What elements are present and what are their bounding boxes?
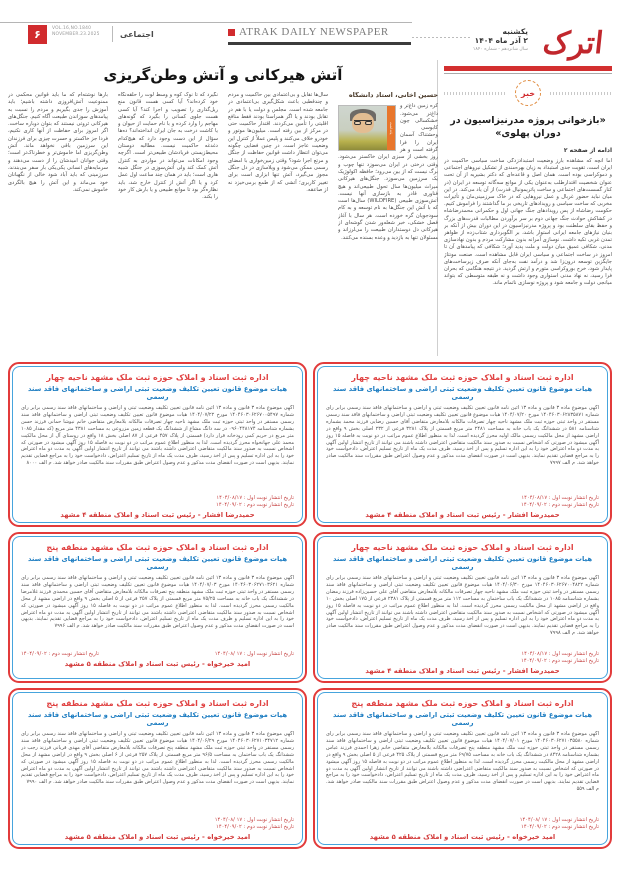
publish-date-1: تاریخ انتشار نوبت اول : ۱۴۰۴/۰۸/۱۷ (216, 495, 294, 501)
volume-line: VOL.16,NO.1840 (52, 26, 92, 31)
publish-date-2: تاریخ انتشار نوبت دوم : ۱۴۰۴/۰۹/۰۲ (521, 824, 599, 830)
notice-title: اداره ثبت اسناد و املاک حوزه ثبت ملک مشهد منطقه پنج (46, 543, 269, 552)
publish-date-1: تاریخ انتشار نوبت اول : ۱۴۰۴/۰۸/۱۷ (521, 495, 599, 501)
sidebar-article-title: «بازخوانی پروژه مدرنیزاسیون در دوران پهلوی» (450, 115, 606, 139)
notice-title: اداره ثبت اسناد و املاک حوزه ثبت ملک مشهد ناحیه چهار (351, 373, 574, 382)
publish-date-1: تاریخ انتشار نوبت اول : ۱۷ /۱۴۰۴/۰۸ (214, 817, 294, 823)
notice-dates (326, 651, 599, 665)
article-column-1-text: کره زمین داغ‌تر و داغ‌تر می‌شود. خشکسالی چون کابوسی وحشتناک آسمان ایران را فرا گرفته است و هر روز بخشی از سبزی ایران خاکستر می‌شود. وقتی درختی در ایران می‌سوزد تنها چوب و برگ نیست که از بین می‌رود؛ حافظه اکولوژیک یک سرزمین می‌سوزد. جنگل‌های هیرکانی میراث میلیون‌ها سال تحول طبیعی‌اند و هیچ فناوری قادر به بازسازی آنها نیست. آتش‌سوزی طبیعی (WILDFIRE) سال‌ها است که با آتش این جنگل‌ها به نام توسعه و به کام سودجویان گره خورده است. هر سال با آغاز فصل خشکی، خبر شعله‌ور شدن گوشه‌ای از هیرکانی دل دوستداران طبیعت را می‌لرزاند و مسئولان تنها به بازدید و وعده بسنده می‌کنند. (338, 103, 438, 241)
notice-title: اداره ثبت اسناد و املاک حوزه ثبت ملک مشهد منطقه پنج (351, 699, 574, 708)
notice-dates (21, 495, 294, 509)
publish-date-2: تاریخ انتشار نوبت دوم : ۱۴۰۴/۰۹/۰۲ (216, 824, 294, 830)
publish-date-1: تاریخ انتشار نوبت اول : ۱۴۰۴/۰۸/۱۷ (521, 651, 599, 657)
notice-subtitle: هیات موضوع قانون تعیین تکلیف وضعیت ثبتی اراضی و ساختمانهای فاقد سند رسمی (332, 385, 593, 401)
publish-date-1: تاریخ انتشار نوبت اول : ۱۷ /۱۴۰۴/۰۸ (519, 817, 599, 823)
page-number: ۶ (34, 28, 41, 41)
notice-dates (21, 651, 294, 658)
notice-signature: حمیدرضا افشار - رئیس ثبت اسناد و املاک منطقه ۴ مشهد (60, 511, 255, 519)
main-article-columns (8, 92, 438, 356)
volume-info (52, 26, 100, 37)
page-number-badge (28, 25, 47, 44)
article-column-3-text: نگیرد که تا نوک کوه و وسط لوت را حلقه‌نگاه خود کرده‌اند؟ آیا کسی هست قانون منع ریل‌گذاری را تصویب و اجرا کند؟ آیا کسی هست جلوی کسانی را بگیرد که گونه‌های مهاجم را وارد کرده و با نام حمایت از حیوان و یا کاشت درخت به جان ایران انداخته‌اند؟ ده‌ها سؤال از این دست وجود دارد که هیچ‌کدام دغدغه حاکمیت نیست. مطالبه دوستان محیط‌زیستی فریادشان طبیعی‌تر است. اگرچه وجود امکانات می‌تواند در مواردی به کنترل آتش کمک کند ولی آتش‌سوزی در جنگل شبیه هاری است؛ باید در همان چند ساعت اول عمل کرد و یا اگر آتش از کنترل خارج شد، باید نظاره‌گر بود تا موانع طبیعی و یا بارش کار خود را بکند. (118, 92, 218, 201)
notice-body: آگهی موضوع ماده ۳ قانون و ماده ۱۳ آئین نامه قانون تعیین تکلیف وضعیت ثبتی و اراضی و ساختمانهای فاقد سند رسمی برابر رای شماره ۱۴۰۴۶۰۳۰۶۲۶۷۰۰۴۸۲۲ مورخ ۱۴۰۴/۰۶/۳۰ هیات موضوع قانون تعیین تکلیف وضعیت ثبتی اراضی و ساختمانهای فاقد سند رسمی مستقر در واحد ثبتی حوزه ثبت ملک مشهد ناحیه چهار تصرفات مالکانه بلامعارض متقاضی آقای علی حسین‌زاده فرزند رمضان بشماره شناسنامه ۱۰۸۵ در ششدانگ یک باب ساختمان به مساحت ۱۱۲ متر مربع قسمتی از پلاک ۲۳۸۱ فرعی از ۱۷۵ اصلی بخش ۱۰ واقع در اراضی مشهد از محل مالکیت رسمی محرز گردیده است. لذا به منظور اطلاع عموم مراتب در دو نوبت به فاصله ۱۵ روز آگهی میشود در صورتی که اشخاص نسبت به صدور سند مالکیت متقاضی اعتراضی داشته باشند می توانند از تاریخ انتشار اولین آگهی به مدت دو ماه اعتراض خود را به این اداره تسلیم و پس از اخذ رسید، ظرف مدت یک ماه از تاریخ تسلیم اعتراض، دادخواست خود را به مراجع قضایی تقدیم نمایند. بدیهی است در صورت انقضای مدت مذکور و عدم وصول اعتراض طبق مقررات سند مالکیت صادر خواهد شد. م الف ۷۹۹۸ (326, 575, 599, 637)
notice-title: اداره ثبت اسناد و املاک حوزه ثبت ملک مشهد منطقه پنج (46, 699, 269, 708)
article-column-2-text: سال‌ها تقابل و بی‌اعتمادی بین حاکمیت و مردم و چندقطبی باعث شکل‌گیری بی‌اعتمادی در جامعه شده است. مجلس و دولت یا با هم در تقابل بودند و یا اگر همراستا بودند فقط منافع اقلیتی را تأمین می‌کردند. اقتدار حاکمیت حتی در مرکز از بین رفته است. میلیون‌ها موتور و خودرو خلاف می‌کنند و پلیس عملاً از کنترل این وضعیت عاجز است. در چنین فضایی چگونه می‌توان انتظار داشت قوانین حفاظت از جنگل و مرتع اجرا شود؟ وقتی زمین‌خواری با امضای رسمی ممکن می‌شود و ویلاسازی در دل جنگل مجوز می‌گیرد، آتش تنها ابزاری است برای تغییر کاربری؛ آتشی که از طمع برمی‌خیزد نه از صاعقه. (228, 92, 328, 193)
article-column-3 (118, 92, 218, 356)
dotted-rule-right (550, 92, 612, 95)
notice-signature: حمیدرضا افشار - رئیس ثبت اسناد و املاک منطقه ۴ مشهد (365, 667, 560, 675)
publish-date-2: تاریخ انتشار نوبت دوم : ۱۴۰۴/۰۹/۰۲ (21, 651, 99, 657)
dotted-rule-left (444, 92, 506, 95)
notice-title: اداره ثبت اسناد و املاک حوزه ثبت ملک مشهد ناحیه چهار (46, 373, 269, 382)
article-column-1 (338, 92, 438, 356)
publish-date-2: تاریخ انتشار نوبت دوم : ۱۴۰۴/۰۹/۰۲ (521, 658, 599, 664)
article-column-2 (228, 92, 328, 356)
author-photo (338, 105, 396, 151)
sidebar-red-bar (444, 66, 612, 71)
sidebar-article-body: اما آنچه که مشاهده بارز وضعیت استبدادزدگی ساخت سیاسی حاکمیت در ایران است، تقویت جدی استبداد به زیان بهره‌مندی از تشکیل نیروهای اجتماعی و دموکراسی بوده است. همان اصل و قاعده‌ای که دکتر بشیریه از آن تحت عنوان شخصیت اقتدارطلب به‌عنوان یکی از موانع سه‌گانه توسعه در ایران (در کنار گسست‌های اجتماعی و ساخت پاتریمونیال قدرت) از آن یاد می‌کند. در این میان نباید حضور غربال و عمل نیروهایی که در خاک سرزمینی‌مان و تأثیرات مخربی که ساخت سیاسی و رویدادهای تاریخی بر ما گذاشتند را فراموش کنیم. حکومت رضاشاه از پس رویدادهای جنگ جهانی اول و حکمرانی محمدرضاشاه در کشاکش حوادث جنگ جهانی دوم بر سر برآوردن مطالبات قدرت‌های بزرگ و حفظ بقای سلطنت بود و پروژه مدرنیزاسیون در این دوران بیش از آنکه بر بنیان نیازهای جامعه ایرانی استوار باشد، بر الگوبرداری شتاب‌زده از ظواهر تمدن غربی تکیه داشت. نوسازی آمرانه بدون مشارکت مردم و بدون نهادسازی مدنی، شکافی عمیق میان دولت و ملت پدید آورد؛ شکافی که پیامدهای آن تا امروز در ساخت اجتماعی و سیاسی ایران قابل مشاهده است. صنعت مونتاژ جایگزین توسعه درون‌زا شد و درآمد نفت به‌جای آنکه صرف زیرساخت‌های پایدار شود، خرج بوروکراسی متورم و ارتش گردید. در نتیجه هنگامی که بحران فرا رسید، نه نهاد مدنی استواری وجود داشت و نه طبقه متوسطی که بتواند میانجی دولت و جامعه شود و پروژه نوسازی ناتمام ماند. (444, 158, 612, 287)
notice-subtitle: هیات موضوع قانون تعیین تکلیف وضعیت ثبتی اراضی و ساختمانهای فاقد سند رسمی (27, 555, 288, 571)
notice-signature: حمیدرضا افشار - رئیس ثبت اسناد و املاک منطقه ۴ مشهد (365, 511, 560, 519)
news-section-badge (515, 80, 541, 106)
news-badge-label: خبر (520, 88, 535, 98)
notice-title: اداره ثبت اسناد و املاک حوزه ثبت ملک مشهد ناحیه چهار (351, 543, 574, 552)
publish-date-2: تاریخ انتشار نوبت دوم : ۱۴۰۴/۰۹/۰۲ (216, 502, 294, 508)
notice-body: آگهی موضوع ماده ۳ قانون و ماده ۱۳ آئین نامه قانون تعیین تکلیف وضعیت ثبتی و اراضی و ساختمانهای فاقد سند رسمی برابر رای شماره ۱۴۰۴۶۰۳۰۶۲۸۳۵۸۷۱ مورخ ۱۴۰۴/۰۷/۲۰ هیات موضوع قانون تعیین تکلیف وضعیت ثبتی اراضی و ساختمانهای فاقد سند رسمی مستقر در واحد ثبتی حوزه ثبت ملک مشهد ناحیه چهار تصرفات مالکانه بلامعارض متقاضی آقای حسین رضایی فرزند محمد بشماره شناسنامه ۵۸۱ در ششدانگ یک باب خانه به مساحت ۲۴۸۱ متر مربع قسمتی از پلاک ۳۲۸۱ فرعی از ۲۳۲ اصلی بخش ۹ واقع در اراضی مشهد از محل مالکیت رسمی مالک اولیه محرز گردیده است. لذا به منظور اطلاع عموم مراتب در دو نوبت به فاصله ۱۵ روز آگهی میشود در صورتی که اشخاص نسبت به صدور سند مالکیت متقاضی اعتراضی داشته باشند می توانند از تاریخ انتشار اولین آگهی به مدت دو ماه اعتراض خود را به این اداره تسلیم و پس از اخذ رسید، ظرف مدت یک ماه از تاریخ تسلیم اعتراض، دادخواست خود را به مراجع قضایی تقدیم نمایند. بدیهی است در صورت انقضای مدت مذکور و عدم وصول اعتراض طبق مقررات سند مالکیت صادر خواهد شد. م الف ۷۹۹۷ (326, 405, 599, 467)
notice-dates (326, 817, 599, 831)
masthead-title: ATRAK DAILY NEWSPAPER (239, 26, 389, 38)
continued-from-label: ادامه از صفحه ۲ (563, 147, 612, 154)
notice-body: آگهی موضوع ماده ۳ قانون و ماده ۱۳ آئین نامه قانون تعیین تکلیف وضعیت ثبتی و اراضی و ساختمانهای فاقد سند رسمی برابر رای شماره ۱۴۰۴۶۰۳۰۶۲۷۱۰۳۵۵۸۰ مورخ ۱۴۰۴/۰۷/۰۱ هیات موضوع قانون تعیین تکلیف وضعیت ثبتی اراضی و ساختمانهای فاقد سند رسمی مستقر در واحد ثبتی حوزه ثبت ملک مشهد منطقه پنج تصرفات مالکانه بلامعارض متقاضی خانم زهرا احمدی فرزند عباس بشماره شناسنامه ۸۴۲۸ در ششدانگ یک باب خانه به مساحت ۶۹/۷۵ متر مربع قسمتی از پلاک ۴۲۵ فرعی از ۵ اصلی بخش ۹ واقع در اراضی مشهد از محل مالکیت رسمی محرز گردیده است. لذا به منظور اطلاع عموم مراتب در دو نوبت به فاصله ۱۵ روز آگهی میشود در صورتی که اشخاص نسبت به صدور سند مالکیت متقاضی اعتراضی داشته باشند می توانند از تاریخ انتشار اولین آگهی به مدت دو ماه اعتراض خود را به این اداره تسلیم و پس از اخذ رسید، ظرف مدت یک ماه از تاریخ تسلیم اعتراض، دادخواست خود را به مراجع قضایی تقدیم نمایند. بدیهی است در صورت انقضای مدت مذکور و عدم وصول اعتراض طبق مقررات سند مالکیت صادر خواهد شد. م الف ۵۵۹ (326, 731, 599, 793)
issue-date-block (473, 27, 528, 52)
legal-notices-grid (8, 362, 612, 854)
weekday: یکشنبه (502, 27, 528, 36)
notice-signature: امید خیرخواه - رئیس ثبت اسناد و املاک منطقه ۵ مشهد (369, 833, 556, 841)
article-column-4-text: بارها نوشته‌ام که ما باید قوانین محکمی در ممنوعیت آتش‌افروزی داشته باشیم؛ باید آموزش را جدی بگیریم و مردم را نسبت به پیامدهای سوزاندن طبیعت آگاه کنیم. جنگل‌های هیرکانی ثروتی نیستند که بتوان دوباره ساخت. اگر امروز برای حفاظت از آنها کاری نکنیم، فردا جز خاکستر و حسرت چیزی برای فرزندان این سرزمین باقی نخواهد ماند. آتش وطن‌گریزی اما خاموش‌تر و خطرناک‌تر است؛ وقتی جوانان امیدشان را از دست می‌دهند و سرمایه‌های انسانی یکی‌یکی بار سفر می‌بندند، سرزمینی که باید آباد شود خالی از نگهبانان خود می‌ماند و این آتش را هیچ بالگردی خاموش نمی‌کند. (8, 92, 108, 193)
newspaper-logo (534, 24, 612, 68)
author-portrait (339, 106, 387, 150)
section-label: اجتماعی (112, 26, 154, 42)
masthead-bullet-icon (228, 29, 235, 36)
notice-subtitle: هیات موضوع قانون تعیین تکلیف وضعیت ثبتی اراضی و ساختمانهای فاقد سند رسمی (27, 385, 288, 401)
date-line-en: NOVEMBER.23.2025 (52, 31, 100, 37)
issue-date: ۲ آذر ماه ۱۴۰۴ (474, 36, 528, 45)
logo-wordmark: اترک (541, 26, 605, 61)
publish-date-1: تاریخ انتشار نوبت اول : ۱۷ /۱۴۰۴/۰۸ (214, 651, 294, 657)
article-column-4 (8, 92, 108, 356)
header-rule (0, 22, 412, 23)
notice-body: آگهی موضوع ماده ۳ قانون و ماده ۱۳ آئین نامه قانون تعیین تکلیف وضعیت ثبتی و اراضی و ساختمانهای فاقد سند رسمی برابر رای شماره ۱۴۰۴۶۰۳۰۶۲۷۱۰۳۶۲۱ مورخ ۱۴۰۴/۰۷/۰۳ هیات موضوع قانون تعیین تکلیف وضعیت ثبتی اراضی و ساختمانهای فاقد سند رسمی مستقر در واحد ثبتی حوزه ثبت ملک مشهد منطقه پنج تصرفات مالکانه بلامعارض متقاضی آقای حسین محمدی فرزند غلامرضا در ششدانگ یک باب خانه به مساحت ۷۵/۲۵ متر مربع قسمتی از پلاک ۲۵۷ فرعی از ۵ اصلی بخش ۹ واقع در اراضی مشهد از محل مالکیت رسمی محرز گردیده است. لذا به منظور اطلاع عموم مراتب در دو نوبت به فاصله ۱۵ روز آگهی میشود در صورتی که اشخاص نسبت به صدور سند مالکیت متقاضی اعتراضی داشته باشند می توانند از تاریخ انتشار اولین آگهی به مدت دو ماه اعتراض خود را به این اداره تسلیم و ظرف مدت یک ماه از تاریخ تسلیم اعتراض، دادخواست خود را به مراجع قضایی تقدیم نمایند. بدیهی است در صورت انقضای مدت مذکور و عدم وصول اعتراض طبق مقررات سند مالکیت صادر خواهد شد. م الف ۷۹۹۶ (21, 575, 294, 630)
issue-number: سال شانزدهم - شماره ۱۸۴۰ (472, 47, 528, 52)
notice-box-6 (8, 688, 307, 849)
date-dotted-rule (412, 37, 470, 38)
news-sidebar (444, 66, 612, 370)
sidebar-gray-rule (444, 73, 612, 74)
masthead-underline (228, 42, 411, 45)
notice-box-3 (313, 532, 612, 683)
notice-subtitle: هیات موضوع قانون تعیین تکلیف وضعیت ثبتی اراضی و ساختمانهای فاقد سند رسمی (332, 555, 593, 571)
notice-body: آگهی موضوع ماده ۳ قانون و ماده ۱۳ آئین نامه قانون تعیین تکلیف وضعیت ثبتی و اراضی و ساختمانهای فاقد سند رسمی برابر رای شماره ۱۴۰۴۶۰۳۰۶۲۷۱۰۳۴۷۱۲ مورخ ۱۴۰۴/۰۶/۲۹ هیات موضوع قانون تعیین تکلیف وضعیت ثبتی اراضی و ساختمانهای فاقد سند رسمی مستقر در واحد ثبتی حوزه ثبت ملک مشهد منطقه پنج تصرفات مالکانه بلامعارض متقاضی آقای مهدی قربانی فرزند رجب در ششدانگ یک باب ساختمان به مساحت ۹۶/۵ متر مربع قسمتی از پلاک ۲۵۷ فرعی از ۶ اصلی بخش ۹ واقع در اراضی مشهد از محل مالکیت رسمی محرز گردیده است. لذا به منظور اطلاع عموم مراتب در دو نوبت به فاصله ۱۵ روز آگهی میشود در صورتی که اشخاص نسبت به صدور سند مالکیت متقاضی اعتراضی داشته باشند می توانند از تاریخ انتشار اولین آگهی به مدت دو ماه اعتراض خود را به این اداره تسلیم و پس از اخذ رسید، ظرف مدت یک ماه از تاریخ تسلیم اعتراض، دادخواست خود را به مراجع قضایی تقدیم نمایند. بدیهی است در صورت انقضای مدت مذکور و عدم وصول اعتراض طبق مقررات سند مالکیت صادر خواهد شد. م الف ۷۹۹۰ (21, 731, 294, 786)
notice-box-2 (8, 362, 307, 527)
notice-dates (21, 817, 294, 831)
glasses-icon (354, 120, 372, 124)
notice-signature: امید خیرخواه - رئیس ثبت اسناد و املاک منطقه ۵ مشهد (64, 833, 251, 841)
photo-tag-ribbon: یادداشت (387, 106, 395, 150)
notice-box-1 (313, 362, 612, 527)
author-byline: حسین آخانی، استاد دانشگاه (348, 92, 438, 99)
news-badge-row (444, 80, 612, 106)
masthead (228, 26, 410, 38)
notice-box-4 (8, 532, 307, 683)
notice-box-5 (313, 688, 612, 849)
publish-date-2: تاریخ انتشار نوبت دوم : ۱۴۰۴/۰۹/۰۲ (521, 502, 599, 508)
main-article-title: آتش هیرکانی و آتش وطن‌گریزی (103, 66, 343, 84)
notice-subtitle: هیات موضوع قانون تعیین تکلیف وضعیت ثبتی اراضی و ساختمانهای فاقد سند رسمی (27, 711, 288, 727)
notice-dates (326, 495, 599, 509)
notice-signature: امید خیرخواه - رئیس ثبت اسناد و املاک منطقه ۵ مشهد (64, 660, 251, 668)
notice-body: آگهی موضوع ماده ۳ قانون و ماده ۱۳ آئین نامه قانون تعیین تکلیف وضعیت ثبتی و اراضی و ساختمانهای فاقد سند رسمی برابر رای شماره ۱۴۰۴۶۰۳۰۶۲۶۷۰۰۵۴۹۷ مورخ ۱۴۰۴/۰۷/۲۲ هیات موضوع قانون تعیین تکلیف وضعیت ثبتی اراضی و ساختمانهای فاقد سند رسمی مستقر در واحد ثبتی حوزه ثبت ملک مشهد ناحیه چهار تصرفات مالکانه بلامعارض متقاضی خانم نیوشا حمانی فرزند حسن بشماره شناسنامه ۰۹۶۰۴۴۸۱۷۴ در سه دانگ مشاع از ششدانگ یک قطعه زمین مزروعی به مساحت ۴۳۸۱ متر مربع (که مقدار ۱۰۸۵ متر مربع در حریم کمی رودخانه قرار دارد) قسمتی از پلاک ۴۵۷ فرعی از ۸۷ اصلی بخش ۱۸ واقع در روستای آل از محل مالکیت محمد علی جهانخواه محرز گردیده است. لذا به منظور اطلاع عموم مراتب در دو نوبت به فاصله ۱۵ روز آگهی میشود در صورتی که اشخاص نسبت به صدور سند مالکیت متقاضی اعتراضی داشته باشند می توانند از تاریخ انتشار اولین آگهی به مدت دو ماه اعتراض خود را به این اداره تسلیم و پس از اخذ رسید، ظرف مدت یک ماه از تاریخ تسلیم اعتراض، دادخواست خود را به مراجع قضایی تقدیم نمایند. بدیهی است در صورت انقضای مدت مذکور و عدم وصول اعتراض طبق مقررات سند مالکیت صادر خواهد شد. م الف ۸۰۰۰ (21, 405, 294, 467)
notice-subtitle: هیات موضوع قانون تعیین تکلیف وضعیت ثبتی اراضی و ساختمانهای فاقد سند رسمی (332, 711, 593, 727)
